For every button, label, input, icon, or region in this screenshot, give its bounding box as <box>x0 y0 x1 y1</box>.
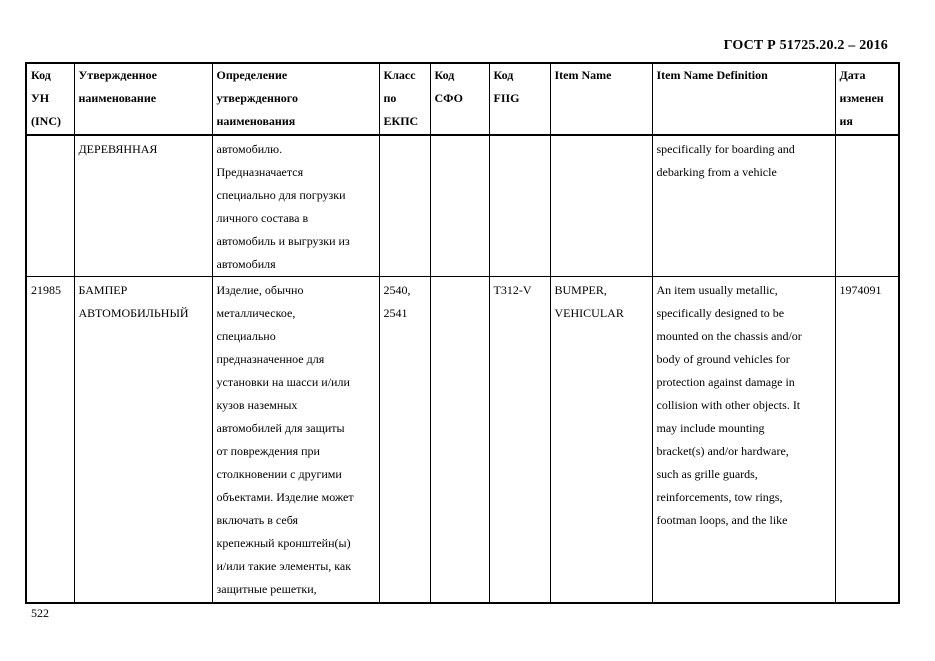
cell-ekps-class: 2540, 2541 <box>379 277 430 604</box>
page-number: 522 <box>31 606 49 620</box>
header-change-date: Дата изменен ия <box>835 63 899 135</box>
table-header-row <box>26 63 899 135</box>
header-ekps-class: Класс по ЕКПС <box>379 63 430 135</box>
document-header-title: ГОСТ Р 51725.20.2 – 2016 <box>723 38 888 53</box>
cell-definition-ru: Изделие, обычно металлическое, специально предназначенное для установки на шасси и/или кузов наземных автомобилей для защиты от повреждения при столкновении с другими объектами. Изделие может включать в себя крепежный кронштейн(ы) и/или такие элементы, как защитные решетки, <box>212 277 379 604</box>
cell-change-date: 1974091 <box>835 277 899 604</box>
cell-sfo-code <box>430 277 489 604</box>
cell-approved-name: БАМПЕР АВТОМОБИЛЬНЫЙ <box>74 277 212 604</box>
cell-change-date <box>835 135 899 277</box>
table-row <box>26 135 899 277</box>
cell-item-name-definition: specifically for boarding and debarking from a vehicle <box>652 135 835 277</box>
header-fiig-code: Код FIIG <box>489 63 550 135</box>
cell-fiig-code: T312-V <box>489 277 550 604</box>
cell-fiig-code <box>489 135 550 277</box>
cell-definition-ru: автомобилю. Предназначается специально для погрузки личного состава в автомобиль и выгрузки из автомобиля <box>212 135 379 277</box>
cell-inc: 21985 <box>26 277 74 604</box>
cell-item-name <box>550 135 652 277</box>
header-inc-code: Код УН (INC) <box>26 63 74 135</box>
classification-table <box>25 62 900 604</box>
header-approved-name: Утвержденное наименование <box>74 63 212 135</box>
table-row <box>26 277 899 604</box>
cell-ekps-class <box>379 135 430 277</box>
cell-approved-name: ДЕРЕВЯННАЯ <box>74 135 212 277</box>
header-item-name: Item Name <box>550 63 652 135</box>
header-definition: Определение утвержденного наименования <box>212 63 379 135</box>
cell-item-name: BUMPER, VEHICULAR <box>550 277 652 604</box>
header-item-name-definition: Item Name Definition <box>652 63 835 135</box>
cell-inc <box>26 135 74 277</box>
cell-item-name-definition: An item usually metallic, specifically designed to be mounted on the chassis and/or body of ground vehicles for protection against damage in collision with other objects. It may include mounting bracket(s) and/or hardware, such as grille guards, reinforcements, tow rings, footman loops, and the like <box>652 277 835 604</box>
cell-sfo-code <box>430 135 489 277</box>
header-sfo-code: Код СФО <box>430 63 489 135</box>
